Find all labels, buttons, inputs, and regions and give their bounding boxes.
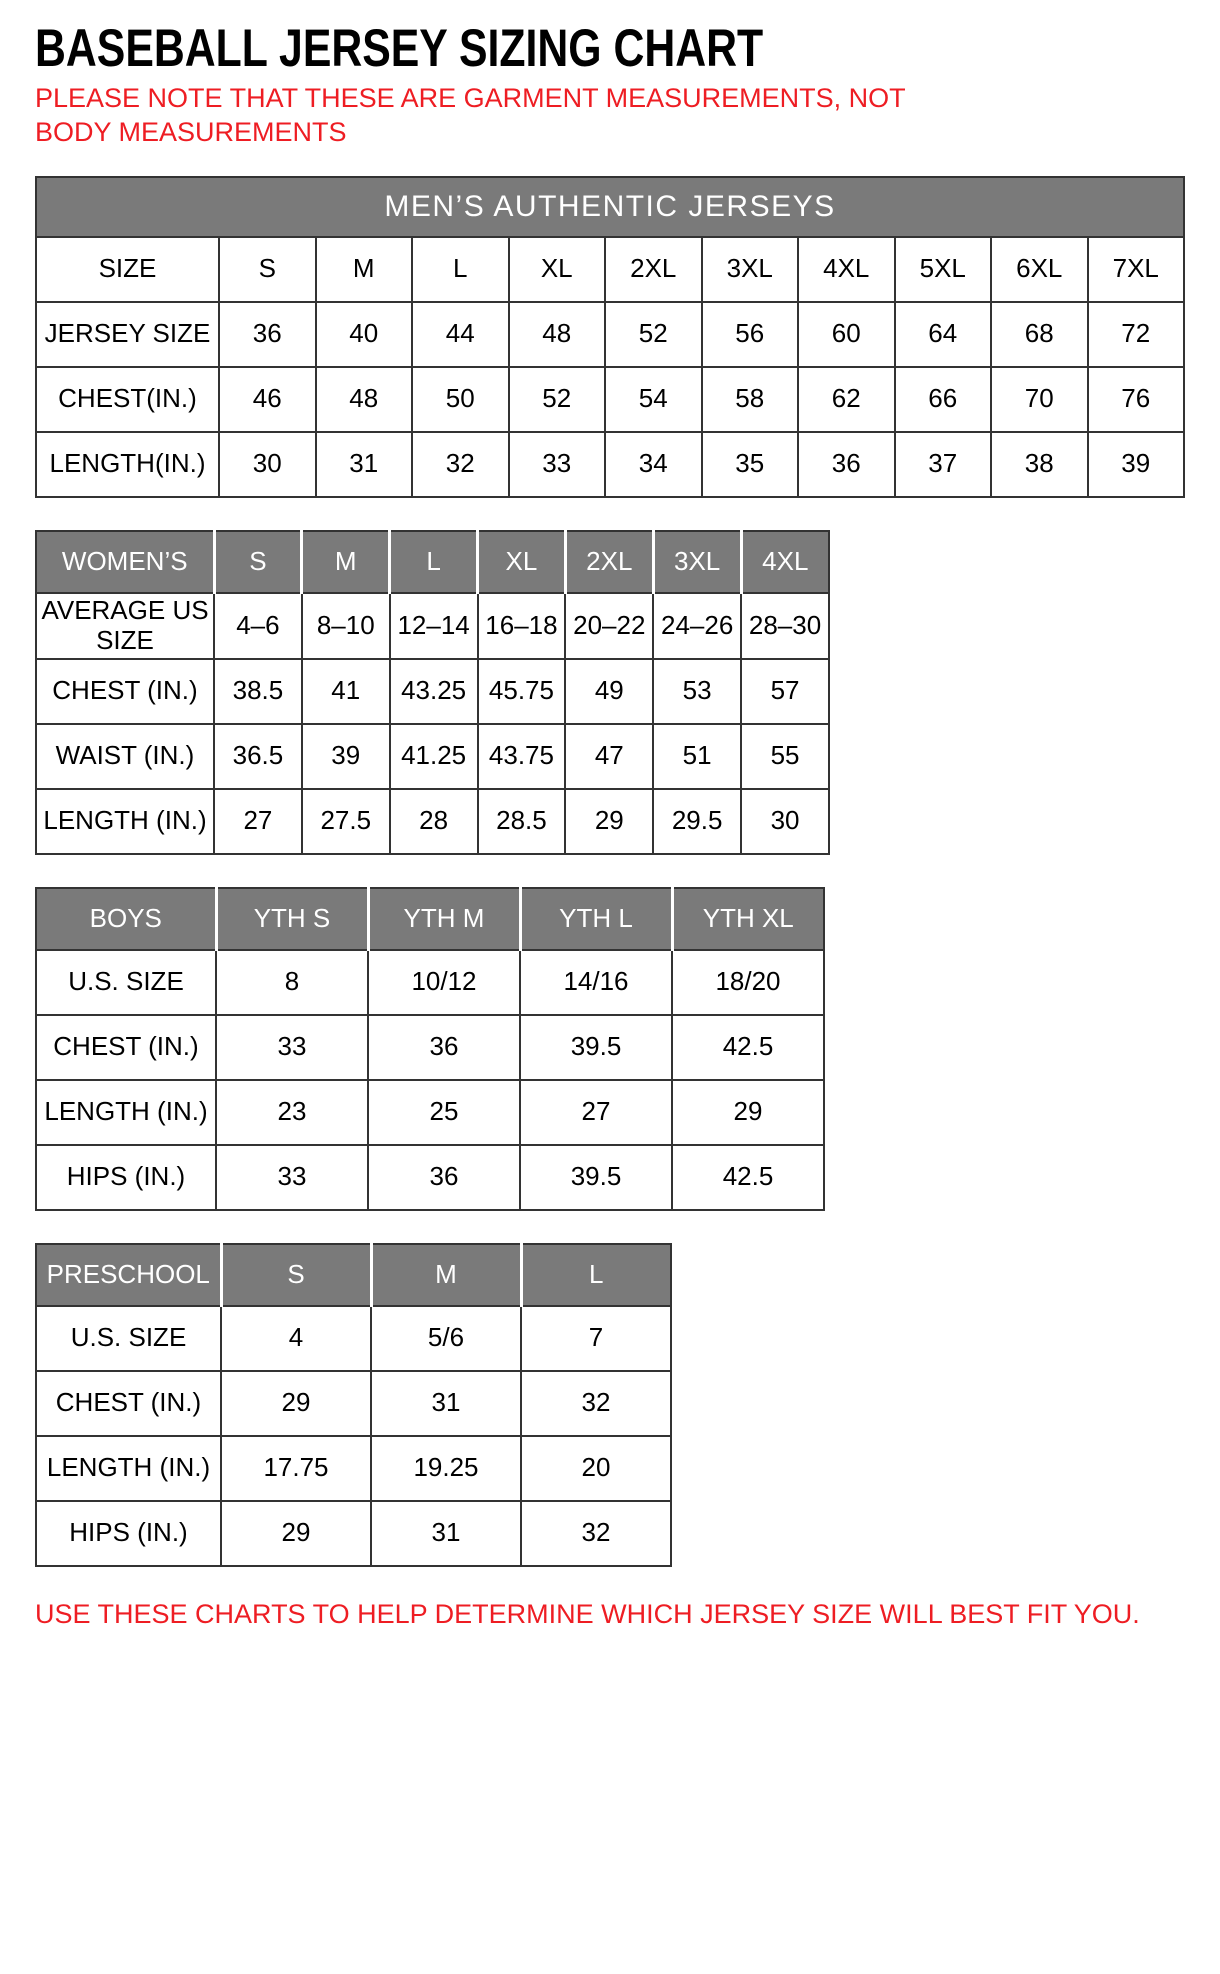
data-cell: 4 [221,1306,371,1371]
column-header-cell: L [390,531,478,593]
boys-table-grid [35,887,825,1211]
data-cell: 70 [991,367,1088,432]
data-cell: 54 [605,367,702,432]
boys-table [35,887,825,1211]
column-header-cell: S [214,531,302,593]
data-cell: 29 [672,1080,824,1145]
table-title-bar: MEN’S AUTHENTIC JERSEYS [36,177,1184,237]
data-cell: 32 [521,1501,671,1566]
data-cell: 31 [371,1371,521,1436]
data-cell: 39 [1088,432,1185,497]
data-cell: 53 [653,659,741,724]
column-header-cell: 2XL [605,237,702,302]
data-cell: 33 [216,1145,368,1210]
column-header-cell: S [219,237,316,302]
data-cell: 20–22 [565,593,653,659]
column-header-cell: M [302,531,390,593]
column-header-cell: YTH XL [672,888,824,950]
row-label-cell: HIPS (IN.) [36,1145,216,1210]
data-cell: 43.75 [478,724,566,789]
data-cell: 29.5 [653,789,741,854]
data-cell: 27.5 [302,789,390,854]
data-cell: 28.5 [478,789,566,854]
row-label-cell: AVERAGE US SIZE [36,593,214,659]
column-header-cell: 3XL [653,531,741,593]
row-label-cell: CHEST(IN.) [36,367,219,432]
row-label-cell: U.S. SIZE [36,950,216,1015]
table-row [36,302,1184,367]
column-header-cell: YTH M [368,888,520,950]
data-cell: 34 [605,432,702,497]
womens-table [35,530,830,855]
data-cell: 30 [741,789,829,854]
preschool-table-grid [35,1243,672,1567]
data-cell: 48 [316,367,413,432]
data-cell: 38 [991,432,1088,497]
preschool-table [35,1243,672,1567]
data-cell: 36 [219,302,316,367]
data-cell: 37 [895,432,992,497]
data-cell: 55 [741,724,829,789]
data-cell: 39.5 [520,1015,672,1080]
data-cell: 28 [390,789,478,854]
data-cell: 27 [214,789,302,854]
table-row [36,1501,671,1566]
data-cell: 29 [221,1501,371,1566]
table-row [36,1080,824,1145]
header-row [36,237,1184,302]
row-label-cell: CHEST (IN.) [36,1371,221,1436]
mens-table-grid [35,176,1185,498]
column-header-cell: 6XL [991,237,1088,302]
data-cell: 57 [741,659,829,724]
data-cell: 32 [521,1371,671,1436]
data-cell: 45.75 [478,659,566,724]
data-cell: 36 [368,1145,520,1210]
table-row [36,1015,824,1080]
data-cell: 58 [702,367,799,432]
column-header-cell: 7XL [1088,237,1185,302]
data-cell: 42.5 [672,1015,824,1080]
row-label-cell: HIPS (IN.) [36,1501,221,1566]
data-cell: 48 [509,302,606,367]
column-header-cell: M [371,1244,521,1306]
column-header-cell: YTH L [520,888,672,950]
data-cell: 5/6 [371,1306,521,1371]
row-label-cell: LENGTH (IN.) [36,1080,216,1145]
data-cell: 20 [521,1436,671,1501]
row-label-cell: WAIST (IN.) [36,724,214,789]
table-row [36,1371,671,1436]
data-cell: 62 [798,367,895,432]
row-label-cell: JERSEY SIZE [36,302,219,367]
table-corner-label: PRESCHOOL [36,1244,221,1306]
column-header-cell: M [316,237,413,302]
data-cell: 4–6 [214,593,302,659]
data-cell: 31 [316,432,413,497]
column-header-cell: 5XL [895,237,992,302]
table-row [36,1436,671,1501]
data-cell: 39 [302,724,390,789]
row-label-cell: CHEST (IN.) [36,659,214,724]
data-cell: 44 [412,302,509,367]
column-header-cell: L [412,237,509,302]
data-cell: 33 [509,432,606,497]
page-title-text: BASEBALL JERSEY SIZING CHART [35,18,764,78]
column-header-cell: 4XL [741,531,829,593]
data-cell: 56 [702,302,799,367]
column-header-cell: XL [478,531,566,593]
mens-authentic-jerseys-table [35,176,1185,498]
data-cell: 7 [521,1306,671,1371]
data-cell: 40 [316,302,413,367]
data-cell: 72 [1088,302,1185,367]
data-cell: 29 [221,1371,371,1436]
data-cell: 46 [219,367,316,432]
data-cell: 23 [216,1080,368,1145]
data-cell: 8 [216,950,368,1015]
row-label-cell: LENGTH(IN.) [36,432,219,497]
row-label-cell: LENGTH (IN.) [36,1436,221,1501]
data-cell: 32 [412,432,509,497]
data-cell: 35 [702,432,799,497]
table-row [36,432,1184,497]
row-label-cell: U.S. SIZE [36,1306,221,1371]
data-cell: 10/12 [368,950,520,1015]
data-cell: 52 [509,367,606,432]
data-cell: 36 [798,432,895,497]
data-cell: 27 [520,1080,672,1145]
table-corner-label: SIZE [36,237,219,302]
data-cell: 36 [368,1015,520,1080]
data-cell: 14/16 [520,950,672,1015]
column-header-cell: YTH S [216,888,368,950]
data-cell: 19.25 [371,1436,521,1501]
column-header-cell: XL [509,237,606,302]
data-cell: 29 [565,789,653,854]
table-row [36,1306,671,1371]
data-cell: 25 [368,1080,520,1145]
column-header-cell: 2XL [565,531,653,593]
data-cell: 68 [991,302,1088,367]
table-row [36,367,1184,432]
data-cell: 31 [371,1501,521,1566]
data-cell: 51 [653,724,741,789]
column-header-cell: 3XL [702,237,799,302]
row-label-cell: CHEST (IN.) [36,1015,216,1080]
row-label-cell: LENGTH (IN.) [36,789,214,854]
data-cell: 28–30 [741,593,829,659]
data-cell: 47 [565,724,653,789]
header-row [36,531,829,593]
table-corner-label: WOMEN’S [36,531,214,593]
garment-measurements-note: PLEASE NOTE THAT THESE ARE GARMENT MEASUREMENTS, NOT BODY MEASUREMENTS [35,83,906,148]
data-cell: 41.25 [390,724,478,789]
womens-table-grid [35,530,830,855]
table-row [36,593,829,659]
column-header-cell: 4XL [798,237,895,302]
data-cell: 12–14 [390,593,478,659]
page-title [35,18,1185,78]
footer-advice-text: USE THESE CHARTS TO HELP DETERMINE WHICH JERSEY SIZE WILL BEST FIT YOU. [35,1598,1140,1629]
column-header-cell: S [221,1244,371,1306]
data-cell: 66 [895,367,992,432]
data-cell: 39.5 [520,1145,672,1210]
column-header-cell: L [521,1244,671,1306]
data-cell: 43.25 [390,659,478,724]
data-cell: 38.5 [214,659,302,724]
header-row [36,1244,671,1306]
header-row [36,888,824,950]
data-cell: 64 [895,302,992,367]
data-cell: 30 [219,432,316,497]
data-cell: 42.5 [672,1145,824,1210]
table-row [36,789,829,854]
data-cell: 33 [216,1015,368,1080]
data-cell: 17.75 [221,1436,371,1501]
data-cell: 18/20 [672,950,824,1015]
data-cell: 41 [302,659,390,724]
data-cell: 49 [565,659,653,724]
data-cell: 16–18 [478,593,566,659]
data-cell: 8–10 [302,593,390,659]
table-row [36,950,824,1015]
table-corner-label: BOYS [36,888,216,950]
table-row [36,724,829,789]
data-cell: 52 [605,302,702,367]
data-cell: 24–26 [653,593,741,659]
data-cell: 36.5 [214,724,302,789]
data-cell: 50 [412,367,509,432]
data-cell: 60 [798,302,895,367]
data-cell: 76 [1088,367,1185,432]
table-row [36,659,829,724]
table-row [36,1145,824,1210]
